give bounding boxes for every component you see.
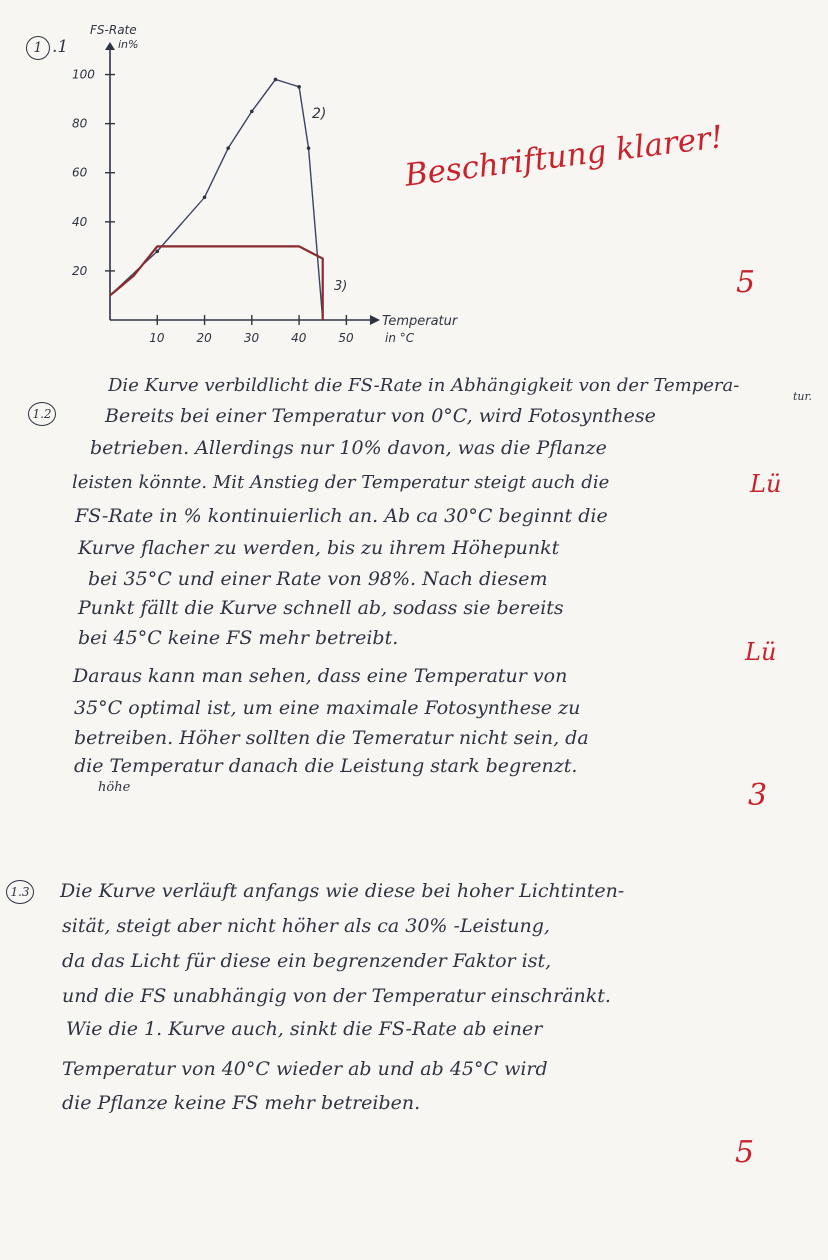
answer-line: Die Kurve verbildlicht die FS-Rate in Abhängigkeit von der Tempera- (108, 375, 740, 396)
data-point (307, 146, 311, 150)
x-axis-label: Temperatur (382, 314, 458, 329)
answer-line-continuation: tur. (793, 390, 813, 403)
answer-line: die Temperatur danach die Leistung stark begrenzt. (74, 755, 578, 777)
answer-line: bei 45°C keine FS mehr betreibt. (78, 627, 399, 649)
x-tick-label: 10 (149, 331, 165, 345)
x-tick-label: 20 (196, 331, 212, 345)
score-2: 3 (748, 778, 768, 813)
answer-line: Punkt fällt die Kurve schnell ab, sodass sie bereits (78, 597, 564, 619)
answer-line: betreiben. Höher sollten die Temeratur nicht sein, da (74, 727, 589, 749)
answer-line: Temperatur von 40°C wieder ab und ab 45°C wird (62, 1058, 548, 1080)
data-point (250, 110, 254, 114)
data-point (297, 85, 301, 89)
y-axis-arrow (105, 42, 115, 50)
question-number-circle: 1 (26, 36, 50, 60)
answer-line: betrieben. Allerdings nur 10% davon, was die Pflanze (90, 437, 607, 459)
y-tick-label: 100 (72, 67, 95, 82)
y-tick-label: 40 (72, 214, 88, 229)
answer-line: da das Licht für diese ein begrenzender Faktor ist, (62, 950, 552, 972)
curve-3-label: 3) (334, 279, 348, 294)
answer-line: FS-Rate in % kontinuierlich an. Ab ca 30°C beginnt die (75, 505, 608, 527)
question-number-circle: 1.2 (28, 402, 56, 426)
answer-line: Kurve flacher zu werden, bis zu ihrem Höhepunkt (78, 537, 560, 559)
y-axis-unit: in% (118, 38, 139, 51)
answer-line: Daraus kann man sehen, dass eine Temperatur von (73, 665, 568, 687)
series-curve-3 (110, 246, 323, 320)
y-axis-label: FS-Rate (90, 23, 137, 37)
question-number-circle: 1.3 (6, 880, 34, 904)
y-tick-label: 20 (72, 263, 88, 278)
curve-2-label: 2) (312, 106, 327, 122)
x-tick-label: 50 (338, 331, 354, 345)
x-axis-arrow (370, 315, 380, 325)
answer-line: Die Kurve verläuft anfangs wie diese bei hoher Lichtinten- (60, 880, 625, 902)
data-point (203, 195, 207, 199)
series-curve-2 (110, 79, 323, 320)
x-tick-label: 40 (291, 331, 307, 345)
question-1-3-label (6, 880, 36, 904)
answer-line: leisten könnte. Mit Anstieg der Temperatur steigt auch die (72, 472, 610, 493)
answer-line: 35°C optimal ist, um eine maximale Fotosynthese zu (74, 697, 581, 719)
series-layer (110, 78, 323, 320)
answer-line: Bereits bei einer Temperatur von 0°C, wird Fotosynthese (105, 405, 656, 427)
y-tick-label: 60 (72, 165, 88, 180)
score-3: 5 (735, 1135, 755, 1170)
answer-line: bei 35°C und einer Rate von 98%. Nach diesem (88, 568, 548, 590)
score-1: 5 (736, 265, 756, 300)
x-axis-unit: in °C (385, 331, 415, 345)
answer-line: und die FS unabhängig von der Temperatur einschränkt. (62, 985, 611, 1007)
y-ticks (72, 68, 115, 278)
question-number-suffix: .1 (52, 37, 69, 57)
answer-line: die Pflanze keine FS mehr betreiben. (62, 1092, 421, 1114)
fs-rate-graph (60, 20, 480, 380)
answer-line: Wie die 1. Kurve auch, sinkt die FS-Rate ab einer (66, 1018, 543, 1040)
data-point (226, 146, 230, 150)
data-point (155, 249, 159, 253)
teacher-remark-lu-1: Lü (750, 470, 782, 498)
y-tick-label: 80 (72, 116, 88, 131)
data-point (274, 78, 278, 82)
teacher-remark-beschriftung: Beschriftung klarer! (402, 119, 726, 194)
inserted-word: höhe (98, 780, 131, 795)
teacher-remark-lu-2: Lü (745, 638, 777, 666)
question-1-2-label (28, 402, 58, 426)
x-tick-label: 30 (243, 331, 260, 345)
answer-line: sität, steigt aber nicht höher als ca 30% -Leistung, (62, 915, 550, 937)
